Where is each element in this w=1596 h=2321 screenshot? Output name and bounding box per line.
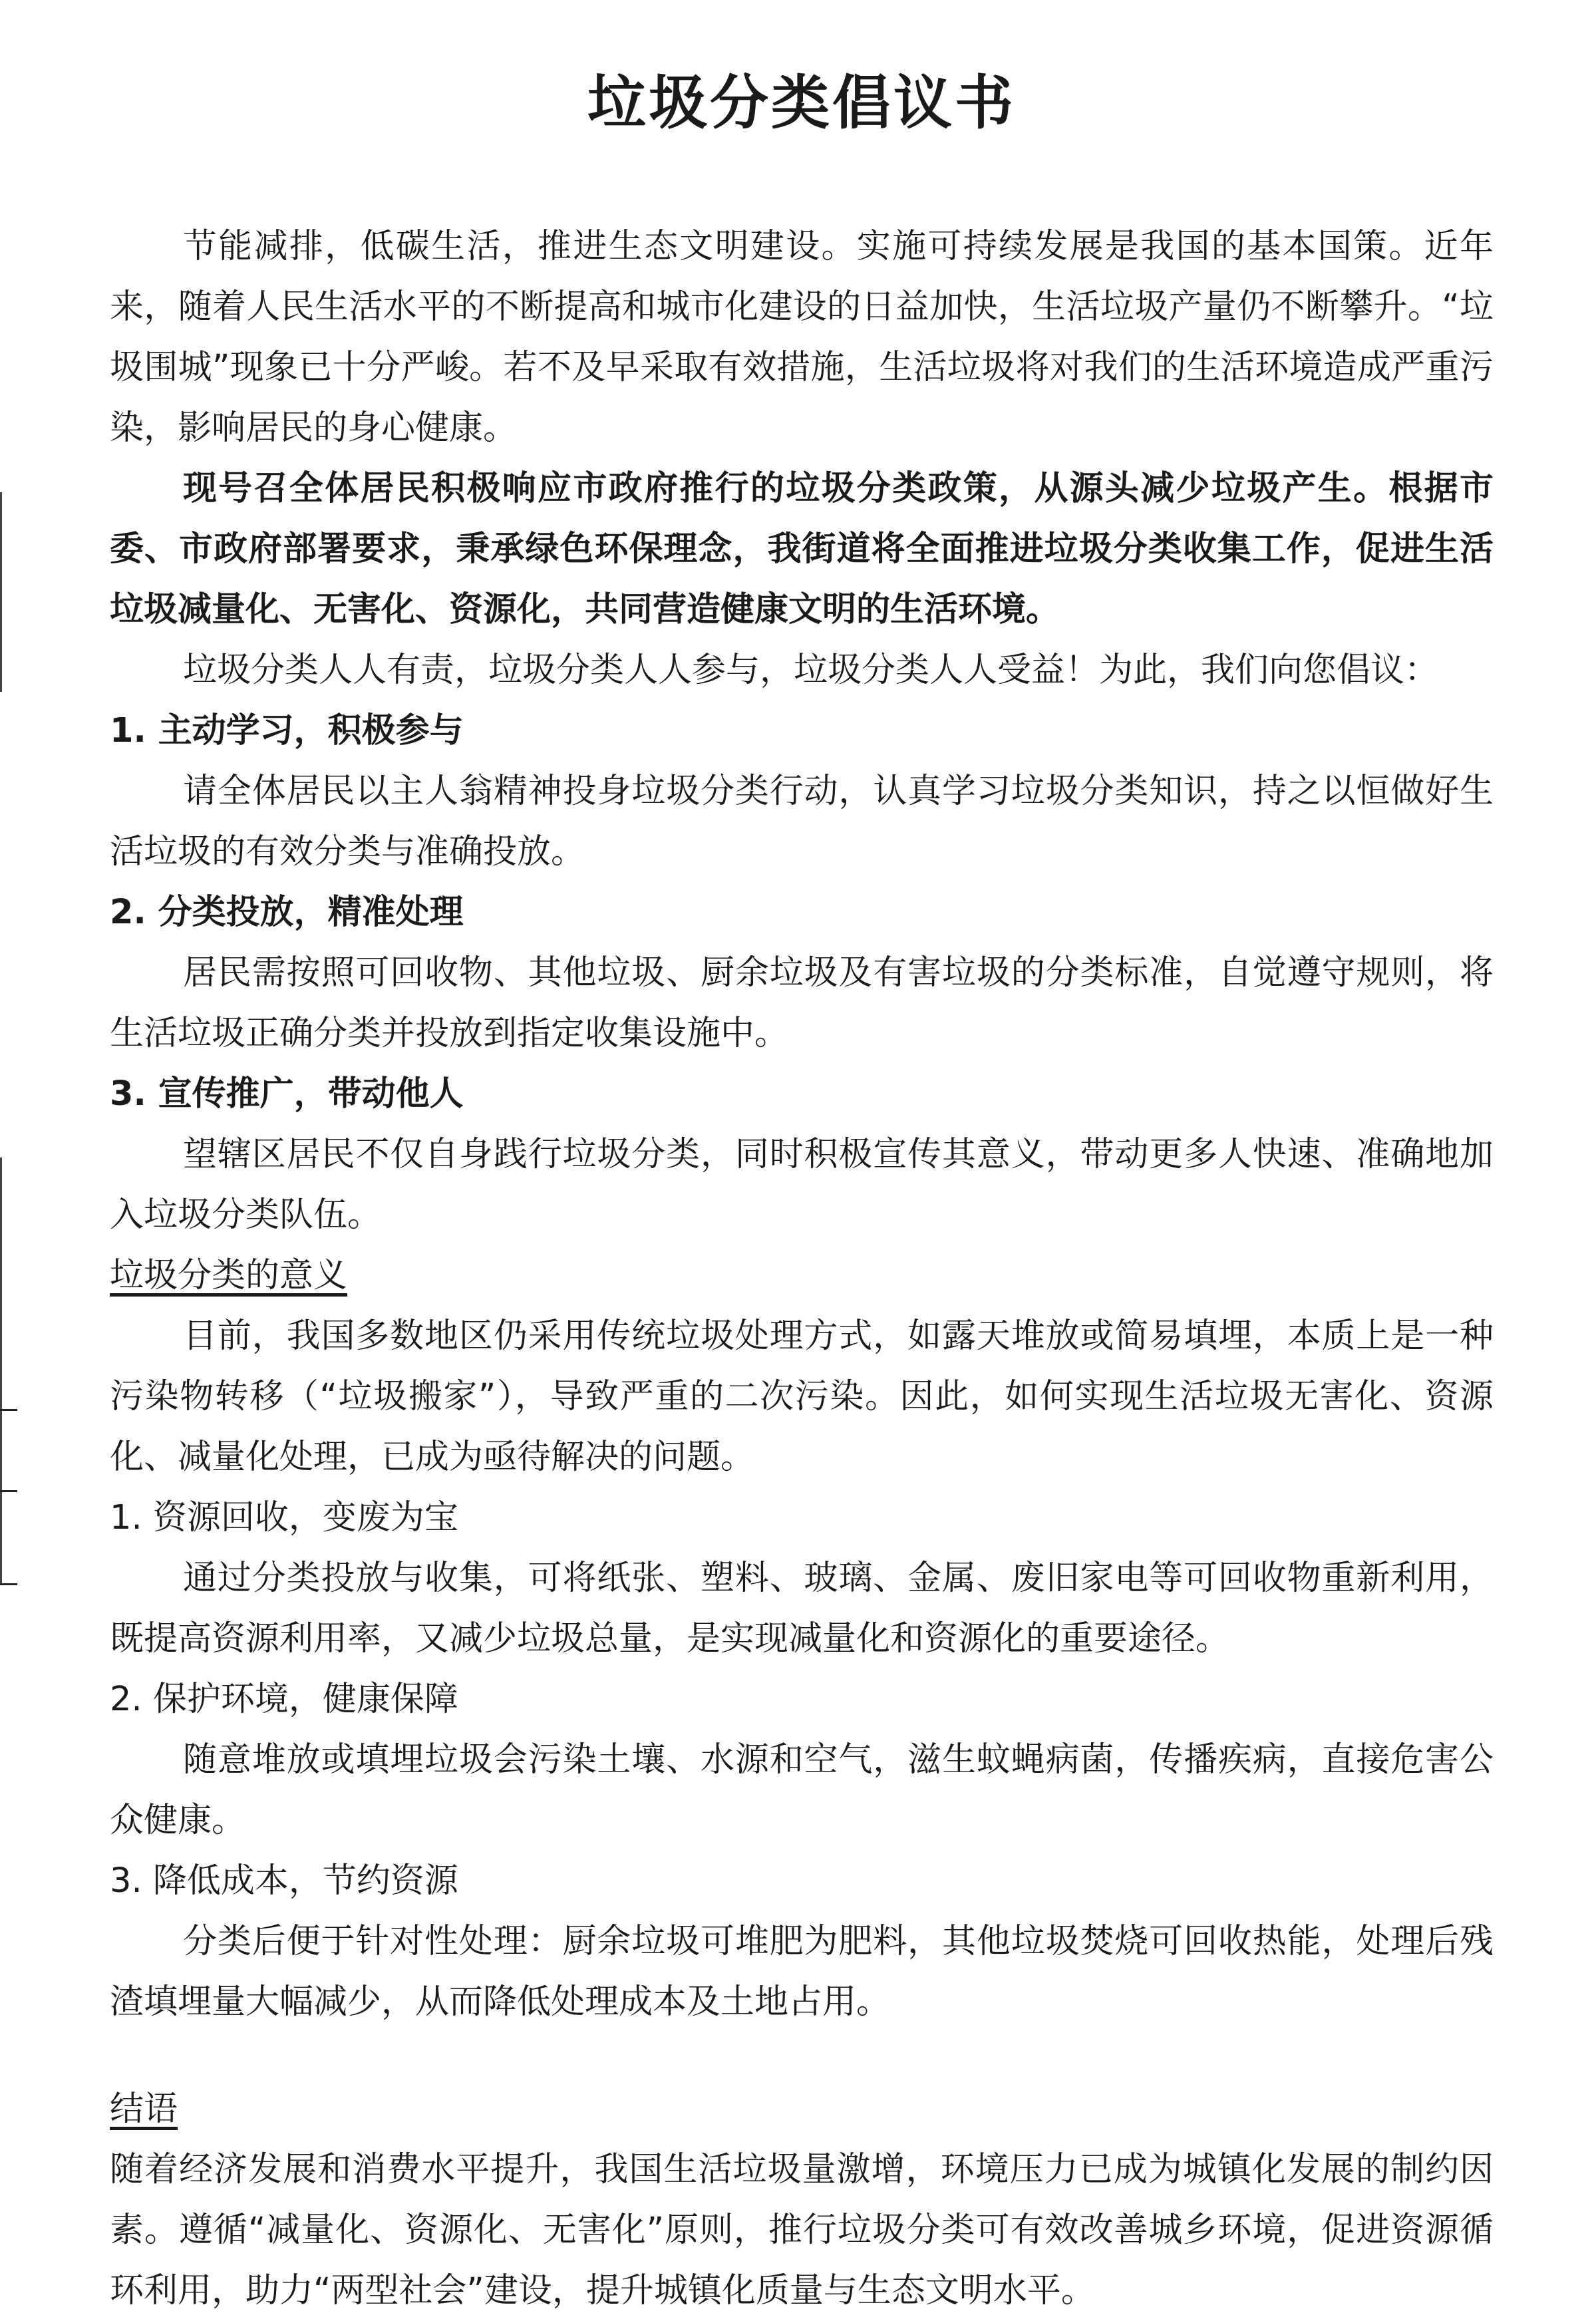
proposal-body: 请全体居民以主人翁精神投身垃圾分类行动，认真学习垃圾分类知识，持之以恒做好生活垃圾的有效分类与准确投放。 [110, 772, 1494, 871]
proposal-body: 居民需按照可回收物、其他垃圾、厨余垃圾及有害垃圾的分类标准，自觉遵守规则，将生活垃圾正确分类并投放到指定收集设施中。 [110, 953, 1494, 1053]
document-page [110, 63, 1494, 2321]
meaning-body: 通过分类投放与收集，可将纸张、塑料、玻璃、金属、废旧家电等可回收物重新利用，既提高资源利用率，又减少垃圾总量，是实现减量化和资源化的重要途径。 [110, 1559, 1494, 1658]
document-title: 垃圾分类倡议书 [587, 69, 1016, 137]
margin-line-bottom [0, 1410, 2, 1583]
intro-paragraph-3: 垃圾分类人人有责，垃圾分类人人参与，垃圾分类人人受益！为此，我们向您倡议： [183, 651, 1439, 690]
meaning-heading: 2. 保护环境，健康保障 [110, 1680, 458, 1719]
meaning-intro-paragraph: 目前，我国多数地区仍采用传统垃圾处理方式，如露天堆放或简易填埋，本质上是一种污染物转移（“垃圾搬家”），导致严重的二次污染。因此，如何实现生活垃圾无害化、资源化、减量化处理，已成为亟待解决的问题。 [110, 1316, 1494, 1477]
proposal-heading: 1. 主动学习，积极参与 [110, 711, 464, 750]
section-heading-meaning: 垃圾分类的意义 [110, 1256, 348, 1295]
meaning-body: 分类后便于针对性处理：厨余垃圾可堆肥为肥料，其他垃圾焚烧可回收热能，处理后残渣填埋量大幅减少，从而降低处理成本及土地占用。 [110, 1922, 1494, 2022]
proposal-heading: 3. 宣传推广，带动他人 [110, 1074, 464, 1114]
margin-line-middle [0, 1158, 2, 1424]
intro-paragraph-2: 现号召全体居民积极响应市政府推行的垃圾分类政策，从源头减少垃圾产生。根据市委、市政府部署要求，秉承绿色环保理念，我街道将全面推进垃圾分类收集工作，促进生活垃圾减量化、无害化、资源化，共同营造健康文明的生活环境。 [110, 469, 1494, 629]
meaning-heading: 3. 降低成本，节约资源 [110, 1861, 458, 1901]
intro-paragraph-1: 节能减排，低碳生活，推进生态文明建设。实施可持续发展是我国的基本国策。近年来，随着人民生活水平的不断提高和城市化建设的日益加快，生活垃圾产量仍不断攀升。“垃圾围城”现象已十分严峻。若不及早采取有效措施，生活垃圾将对我们的生活环境造成严重污染，影响居民的身心健康。 [110, 227, 1494, 448]
meaning-body: 随意堆放或填埋垃圾会污染土壤、水源和空气，滋生蚊蝇病菌，传播疾病，直接危害公众健康。 [110, 1740, 1494, 1840]
spacer [110, 2032, 1494, 2079]
margin-tick [0, 1409, 17, 1411]
conclusion-paragraph: 随着经济发展和消费水平提升，我国生活垃圾量激增，环境压力已成为城镇化发展的制约因素。遵循“减量化、资源化、无害化”原则，推行垃圾分类可有效改善城乡环境，促进资源循环利用，助力“两型社会”建设，提升城镇化质量与生态文明水平。 [110, 2150, 1494, 2310]
margin-tick [0, 1490, 17, 1492]
meaning-heading: 1. 资源回收，变废为宝 [110, 1498, 458, 1537]
proposal-heading: 2. 分类投放，精准处理 [110, 893, 464, 932]
margin-tick [0, 1583, 17, 1585]
proposal-body: 望辖区居民不仅自身践行垃圾分类，同时积极宣传其意义，带动更多人快速、准确地加入垃圾分类队伍。 [110, 1135, 1494, 1235]
section-heading-conclusion: 结语 [110, 2089, 178, 2129]
margin-line-top [0, 492, 2, 692]
